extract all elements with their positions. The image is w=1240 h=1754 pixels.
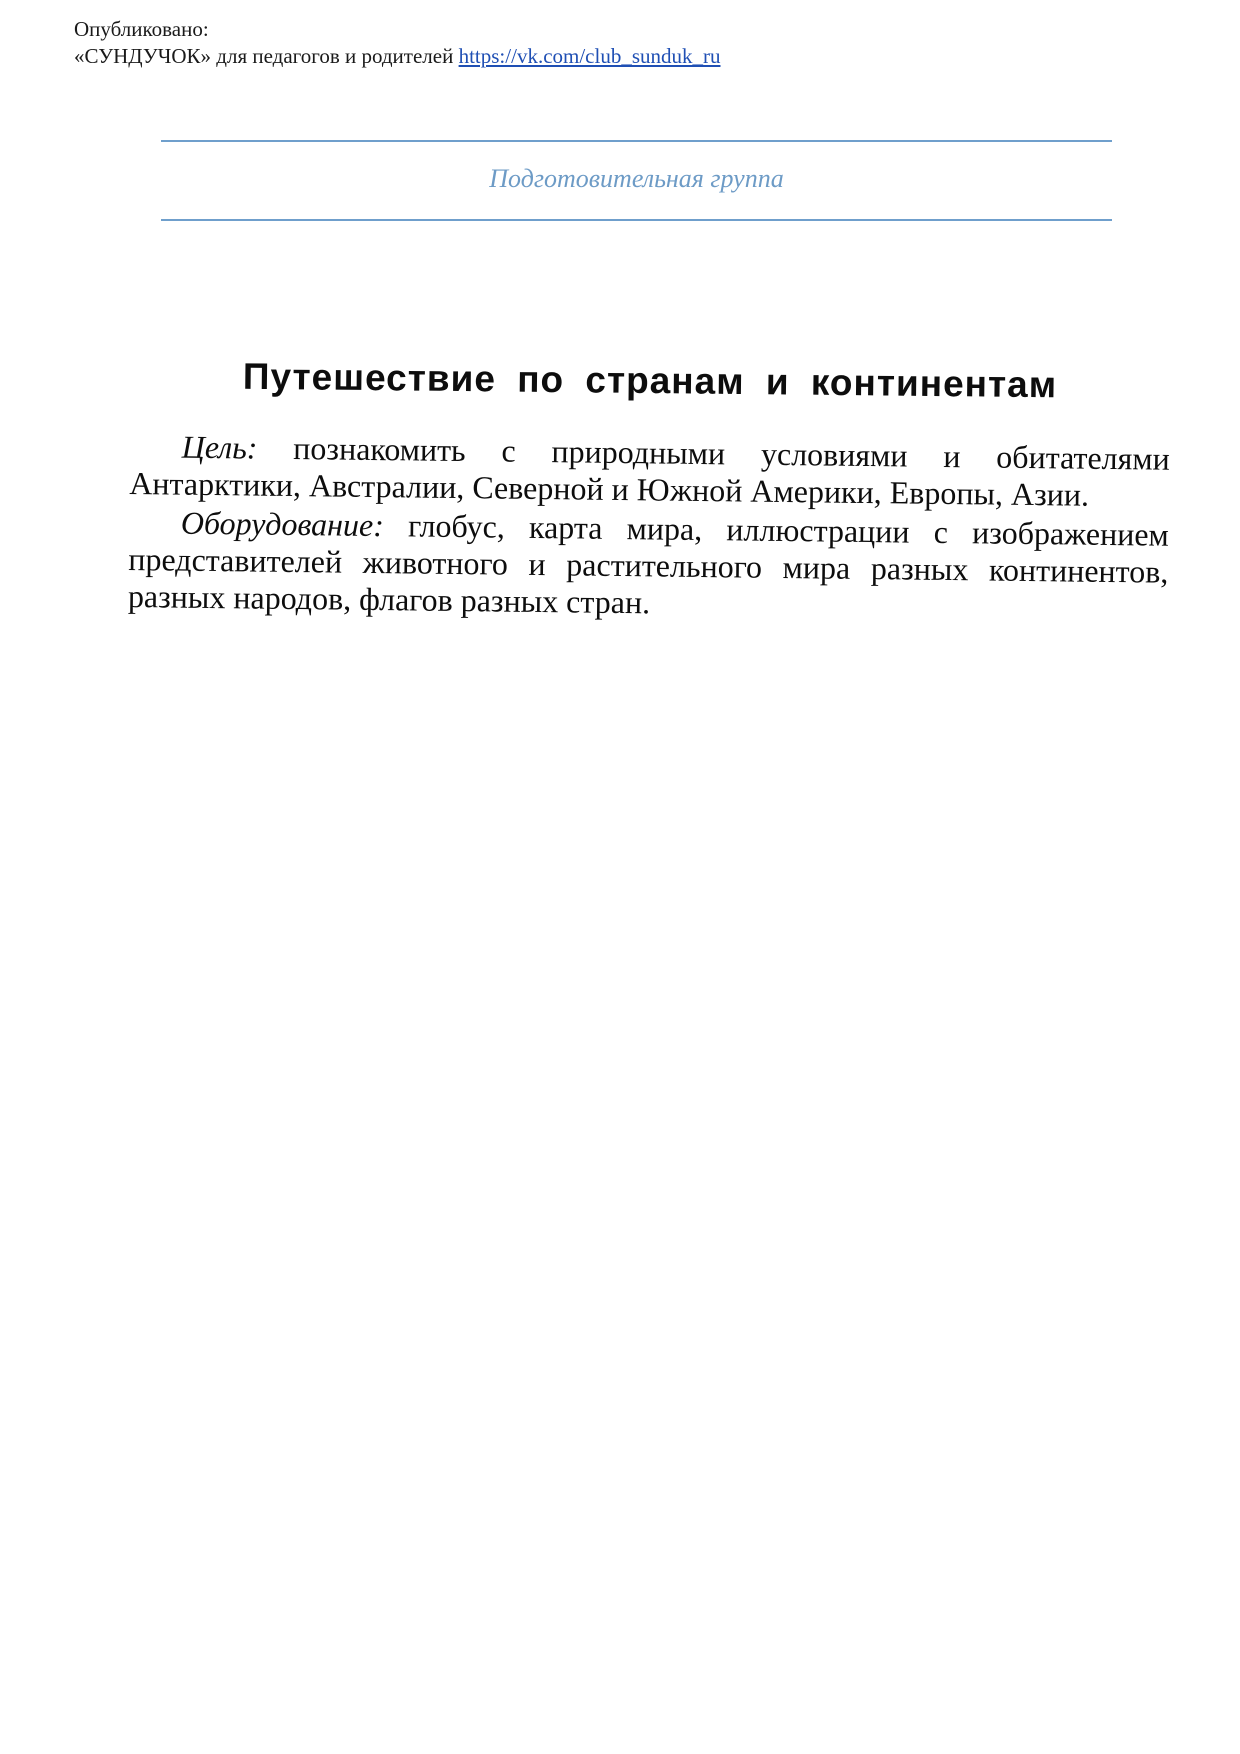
equipment-label: Оборудование:	[180, 504, 385, 544]
source-text: «СУНДУЧОК» для педагогов и родителей	[74, 44, 454, 68]
goal-label: Цель:	[181, 428, 258, 466]
goal-paragraph	[129, 428, 1170, 515]
equipment-paragraph	[128, 504, 1169, 628]
lesson-description	[128, 428, 1170, 630]
goal-text: познакомить с природными условиями и обитателями Антарктики, Австралии, Северной и Южной Америки, Европы, Азии.	[129, 429, 1170, 513]
source-link[interactable]: https://vk.com/club_sunduk_ru	[458, 44, 721, 68]
header-rule-bottom	[161, 219, 1112, 221]
source-line	[74, 43, 721, 70]
group-label: Подготовительная группа	[489, 164, 784, 193]
page-title: Путешествие по странам и континентам	[242, 355, 1058, 406]
equipment-text: глобус, карта мира, иллюстрации с изображением представителей животного и растительного мира разных континентов, разных народов, флагов разных стран.	[127, 507, 1169, 621]
publication-note	[74, 16, 721, 70]
header-rule-top	[161, 140, 1112, 142]
published-label: Опубликовано:	[74, 17, 209, 41]
